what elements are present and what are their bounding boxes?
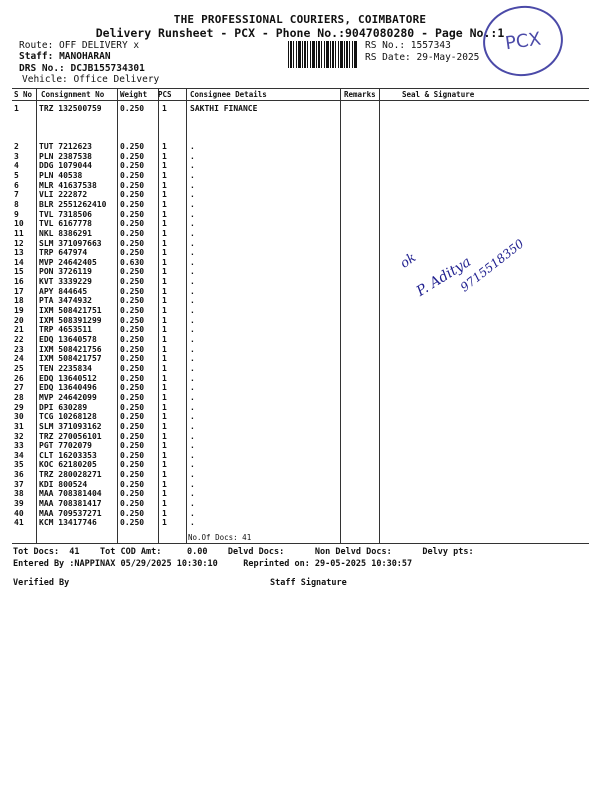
cell-weight: 0.250 <box>120 306 145 316</box>
table-row <box>12 190 589 200</box>
cell-consignee: . <box>190 421 195 431</box>
cell-sno: 34 <box>14 450 24 460</box>
table-row <box>12 499 589 509</box>
company-title: THE PROFESSIONAL COURIERS, COIMBATORE <box>173 13 427 26</box>
cell-pcs: 1 <box>162 421 167 431</box>
cell-pcs: 1 <box>162 373 167 383</box>
cell-consignee: . <box>190 306 195 316</box>
cell-consignment-no: MVP 24642099 <box>39 392 97 402</box>
cell-pcs: 1 <box>162 460 167 470</box>
cell-consignment-no: TRZ 270056101 <box>39 431 102 441</box>
cell-pcs: 1 <box>162 315 167 325</box>
table-row <box>12 277 589 287</box>
cell-sno: 21 <box>14 325 24 335</box>
cell-sno: 24 <box>14 354 24 364</box>
cell-consignment-no: TEN 2235834 <box>39 363 92 373</box>
cell-sno: 26 <box>14 373 24 383</box>
cell-consignment-no: IXM 508391299 <box>39 315 102 325</box>
cell-consignee: . <box>190 479 195 489</box>
staff-line <box>19 51 111 63</box>
cell-weight: 0.250 <box>120 508 145 518</box>
table-row <box>12 345 589 355</box>
table-row <box>12 412 589 422</box>
table-row <box>12 489 589 499</box>
handwritten-ok: ok <box>397 250 420 272</box>
cell-weight: 0.250 <box>120 431 145 441</box>
cell-sno: 29 <box>14 402 24 412</box>
table-row <box>12 432 589 442</box>
cell-weight: 0.250 <box>120 325 145 335</box>
cell-weight: 0.250 <box>120 354 145 364</box>
cell-pcs: 1 <box>162 257 167 267</box>
table-row <box>12 374 589 384</box>
table-row <box>12 460 589 470</box>
cell-consignee: . <box>190 441 195 451</box>
cell-consignment-no: KCM 13417746 <box>39 518 97 528</box>
pcx-stamp-text: PCX <box>503 28 543 54</box>
cell-consignment-no: TRZ 280028271 <box>39 470 102 480</box>
cell-consignee: . <box>190 248 195 258</box>
cell-weight: 0.250 <box>120 383 145 393</box>
cell-consignment-no: IXM 508421757 <box>39 354 102 364</box>
column-header-consignee: Consignee Details <box>190 90 267 99</box>
cell-weight: 0.250 <box>120 180 145 190</box>
table-row <box>12 306 589 316</box>
handwritten-name: P. Aditya <box>413 253 474 300</box>
table-row <box>12 287 589 297</box>
cell-consignee: . <box>190 315 195 325</box>
route-line: Route: OFF DELIVERY x <box>19 40 140 51</box>
cell-consignee: . <box>190 335 195 344</box>
cell-consignment-no: MLR 41637538 <box>39 180 97 190</box>
cell-weight: 0.250 <box>120 238 145 248</box>
cell-pcs: 1 <box>162 508 167 518</box>
cell-consignee: . <box>190 257 195 267</box>
cell-consignee: . <box>190 161 195 171</box>
cell-sno: 19 <box>14 306 24 316</box>
cell-consignee: . <box>190 489 195 499</box>
vehicle-line: Vehicle: Office Delivery <box>22 74 160 85</box>
table-row <box>12 161 589 171</box>
table-row <box>12 200 589 210</box>
table-row <box>12 383 589 393</box>
cell-weight: 0.250 <box>120 450 145 460</box>
cell-pcs: 1 <box>162 248 167 258</box>
cell-consignment-no: KOC 62180205 <box>39 460 97 470</box>
staff-label: Staff: <box>19 51 54 62</box>
cell-consignment-no: TCG 10268128 <box>39 412 97 422</box>
table-row <box>12 239 589 249</box>
cell-consignee: . <box>190 199 195 209</box>
staff-signature-label: Staff Signature <box>270 578 347 588</box>
cell-weight: 0.250 <box>120 209 145 219</box>
table-row <box>12 335 589 345</box>
table-row <box>12 480 589 490</box>
drs-number: DCJB155734301 <box>70 63 145 74</box>
table-row <box>12 104 589 114</box>
cell-consignment-no: IXM 508421751 <box>39 306 102 316</box>
totals-line: Tot Docs: 41 Tot COD Amt: 0.00 Delvd Docs: Non Delvd Docs: Delvy pts: <box>13 547 474 557</box>
cell-pcs: 1 <box>162 392 167 402</box>
cell-weight: 0.250 <box>120 248 145 258</box>
cell-sno: 28 <box>14 392 24 402</box>
cell-consignee: . <box>190 518 195 528</box>
table-row <box>12 142 589 152</box>
cell-consignment-no: KDI 800524 <box>39 479 88 489</box>
cell-pcs: 1 <box>162 431 167 441</box>
cell-consignment-no: BLR 2551262410 <box>39 199 107 209</box>
cell-consignee: . <box>190 209 195 219</box>
table-row <box>12 181 589 191</box>
cell-pcs: 1 <box>162 104 167 113</box>
cell-weight: 0.250 <box>120 170 145 180</box>
cell-pcs: 1 <box>162 238 167 248</box>
cell-consignment-no: SLM 371097663 <box>39 238 102 248</box>
table-row <box>12 229 589 239</box>
cell-pcs: 1 <box>162 209 167 219</box>
cell-consignee: . <box>190 190 195 200</box>
cell-weight: 0.250 <box>120 277 145 287</box>
cell-sno: 32 <box>14 431 24 441</box>
cell-consignment-no: PLN 40538 <box>39 170 83 180</box>
cell-consignment-no: CLT 16203353 <box>39 450 97 460</box>
cell-sno: 25 <box>14 363 24 373</box>
cell-pcs: 1 <box>162 489 167 499</box>
cell-pcs: 1 <box>162 170 167 180</box>
cell-consignment-no: TRP 4653511 <box>39 325 92 335</box>
cell-pcs: 1 <box>162 335 167 344</box>
cell-consignee: . <box>190 325 195 335</box>
cell-consignment-no: TRZ 132500759 <box>39 104 102 113</box>
cell-consignment-no: TVL 6167778 <box>39 219 92 229</box>
cell-pcs: 1 <box>162 190 167 200</box>
cell-consignee: . <box>190 180 195 190</box>
cell-pcs: 1 <box>162 470 167 480</box>
cell-consignee: . <box>190 383 195 393</box>
table-row <box>12 364 589 374</box>
handwritten-phone: 9715518350 <box>457 236 527 295</box>
cell-consignee: . <box>190 354 195 364</box>
cell-consignee: . <box>190 499 195 509</box>
table-row <box>12 470 589 480</box>
cell-sno: 33 <box>14 441 24 451</box>
drs-label: DRS No.: <box>19 63 65 74</box>
cell-pcs: 1 <box>162 277 167 287</box>
rs-date: RS Date: 29-May-2025 <box>365 52 480 63</box>
cell-consignment-no: PON 3726119 <box>39 267 92 277</box>
table-row <box>12 219 589 229</box>
cell-consignee: . <box>190 470 195 480</box>
cell-consignment-no: MVP 24642405 <box>39 257 97 267</box>
cell-consignee: . <box>190 267 195 277</box>
cell-pcs: 1 <box>162 161 167 171</box>
cell-sno: 30 <box>14 412 24 422</box>
cell-weight: 0.250 <box>120 499 145 509</box>
cell-weight: 0.250 <box>120 412 145 422</box>
column-header-remarks: Remarks <box>344 90 376 99</box>
cell-sno: 31 <box>14 421 24 431</box>
cell-sno: 11 <box>14 228 24 238</box>
cell-sno: 15 <box>14 267 24 277</box>
cell-weight: 0.250 <box>120 142 145 151</box>
cell-pcs: 1 <box>162 479 167 489</box>
cell-consignment-no: NKL 8386291 <box>39 228 92 238</box>
cell-pcs: 1 <box>162 267 167 277</box>
cell-sno: 8 <box>14 199 19 209</box>
cell-consignment-no: KVT 3339229 <box>39 277 92 287</box>
cell-weight: 0.250 <box>120 267 145 277</box>
cell-sno: 38 <box>14 489 24 499</box>
cell-sno: 16 <box>14 277 24 287</box>
cell-sno: 41 <box>14 518 24 528</box>
cell-consignee: . <box>190 508 195 518</box>
cell-consignment-no: EDQ 13640578 <box>39 335 97 344</box>
cell-consignee: . <box>190 296 195 306</box>
cell-weight: 0.250 <box>120 199 145 209</box>
cell-pcs: 1 <box>162 296 167 306</box>
table-row <box>12 509 589 519</box>
column-header-pcs: PCS <box>158 90 172 99</box>
cell-consignee: . <box>190 344 195 354</box>
cell-consignment-no: SLM 371093162 <box>39 421 102 431</box>
cell-weight: 0.250 <box>120 460 145 470</box>
cell-consignee: . <box>190 219 195 229</box>
cell-sno: 17 <box>14 286 24 296</box>
barcode <box>288 41 358 68</box>
cell-weight: 0.250 <box>120 161 145 171</box>
cell-sno: 40 <box>14 508 24 518</box>
cell-sno: 14 <box>14 257 24 267</box>
cell-pcs: 1 <box>162 199 167 209</box>
cell-consignee: . <box>190 460 195 470</box>
table-row <box>12 403 589 413</box>
cell-consignment-no: DDG 1079044 <box>39 161 92 171</box>
table-row <box>12 393 589 403</box>
table-row <box>12 296 589 306</box>
runsheet-subtitle: Delivery Runsheet - PCX - Phone No.:9047080280 - Page No.:1 <box>95 26 505 40</box>
cell-consignee: SAKTHI FINANCE <box>190 104 258 113</box>
cell-weight: 0.250 <box>120 421 145 431</box>
cell-weight: 0.250 <box>120 228 145 238</box>
header-separator <box>12 100 589 101</box>
cell-consignment-no: APY 844645 <box>39 286 88 296</box>
cell-consignment-no: MAA 708381404 <box>39 489 102 499</box>
cell-sno: 1 <box>14 104 19 113</box>
cell-sno: 27 <box>14 383 24 393</box>
cell-consignment-no: IXM 508421756 <box>39 344 102 354</box>
table-row <box>12 210 589 220</box>
cell-weight: 0.630 <box>120 257 145 267</box>
cell-consignee: . <box>190 431 195 441</box>
table-row <box>12 451 589 461</box>
cell-sno: 7 <box>14 190 19 200</box>
cell-weight: 0.250 <box>120 373 145 383</box>
cell-consignment-no: TVL 7318506 <box>39 209 92 219</box>
cell-pcs: 1 <box>162 306 167 316</box>
cell-consignee: . <box>190 170 195 180</box>
table-row <box>12 152 589 162</box>
cell-pcs: 1 <box>162 450 167 460</box>
cell-weight: 0.250 <box>120 363 145 373</box>
cell-weight: 0.250 <box>120 441 145 451</box>
cell-weight: 0.250 <box>120 402 145 412</box>
cell-weight: 0.250 <box>120 104 145 113</box>
cell-consignee: . <box>190 402 195 412</box>
cell-pcs: 1 <box>162 412 167 422</box>
cell-weight: 0.250 <box>120 315 145 325</box>
cell-weight: 0.250 <box>120 489 145 499</box>
no-of-docs: No.Of Docs: 41 <box>188 533 252 542</box>
cell-weight: 0.250 <box>120 518 145 528</box>
cell-consignment-no: PGT 7702079 <box>39 441 92 451</box>
cell-sno: 13 <box>14 248 24 258</box>
cell-sno: 9 <box>14 209 19 219</box>
cell-sno: 4 <box>14 161 19 171</box>
cell-weight: 0.250 <box>120 219 145 229</box>
cell-consignee: . <box>190 412 195 422</box>
table-row <box>12 354 589 364</box>
cell-sno: 18 <box>14 296 24 306</box>
cell-sno: 3 <box>14 151 19 161</box>
consignment-table <box>12 88 589 544</box>
rs-number: RS No.: 1557343 <box>365 40 451 51</box>
cell-consignment-no: PTA 3474932 <box>39 296 92 306</box>
cell-consignment-no: MAA 709537271 <box>39 508 102 518</box>
cell-consignee: . <box>190 151 195 161</box>
cell-sno: 36 <box>14 470 24 480</box>
staff-name: MANOHARAN <box>59 51 111 62</box>
cell-sno: 35 <box>14 460 24 470</box>
cell-sno: 10 <box>14 219 24 229</box>
entered-by-line: Entered By :NAPPINAX 05/29/2025 10:30:10 Reprinted on: 29-05-2025 10:30:57 <box>13 559 413 569</box>
cell-pcs: 1 <box>162 441 167 451</box>
table-row <box>12 441 589 451</box>
cell-consignment-no: TRP 647974 <box>39 248 88 258</box>
cell-weight: 0.250 <box>120 190 145 200</box>
cell-consignee: . <box>190 450 195 460</box>
cell-pcs: 1 <box>162 219 167 229</box>
cell-pcs: 1 <box>162 344 167 354</box>
cell-sno: 2 <box>14 142 19 151</box>
cell-sno: 20 <box>14 315 24 325</box>
cell-consignee: . <box>190 277 195 287</box>
cell-pcs: 1 <box>162 151 167 161</box>
cell-weight: 0.250 <box>120 286 145 296</box>
cell-sno: 39 <box>14 499 24 509</box>
table-row <box>12 325 589 335</box>
column-header-consignment: Consignment No <box>41 90 105 99</box>
cell-sno: 22 <box>14 335 24 344</box>
cell-pcs: 1 <box>162 363 167 373</box>
table-row <box>12 267 589 277</box>
cell-sno: 37 <box>14 479 24 489</box>
column-header-weight: Weight <box>120 90 148 99</box>
cell-consignee: . <box>190 286 195 296</box>
cell-consignee: . <box>190 363 195 373</box>
cell-consignee: . <box>190 228 195 238</box>
cell-weight: 0.250 <box>120 296 145 306</box>
cell-pcs: 1 <box>162 180 167 190</box>
cell-pcs: 1 <box>162 383 167 393</box>
table-row <box>12 316 589 326</box>
cell-weight: 0.250 <box>120 151 145 161</box>
table-row <box>12 518 589 528</box>
cell-sno: 23 <box>14 344 24 354</box>
cell-weight: 0.250 <box>120 335 145 344</box>
cell-sno: 12 <box>14 238 24 248</box>
cell-pcs: 1 <box>162 518 167 528</box>
cell-consignment-no: DPI 630289 <box>39 402 88 412</box>
cell-consignment-no: EDQ 13640512 <box>39 373 97 383</box>
cell-consignee: . <box>190 142 195 151</box>
table-row <box>12 422 589 432</box>
cell-consignment-no: MAA 708381417 <box>39 499 102 509</box>
cell-consignment-no: VLI 222872 <box>39 190 88 200</box>
column-header-seal-signature: Seal & Signature <box>402 90 475 99</box>
cell-weight: 0.250 <box>120 479 145 489</box>
cell-pcs: 1 <box>162 142 167 151</box>
verified-by-label: Verified By <box>13 578 70 588</box>
cell-consignment-no: EDQ 13640496 <box>39 383 97 393</box>
cell-pcs: 1 <box>162 325 167 335</box>
table-row <box>12 171 589 181</box>
cell-pcs: 1 <box>162 286 167 296</box>
cell-sno: 5 <box>14 170 19 180</box>
cell-consignment-no: PLN 2387538 <box>39 151 92 161</box>
cell-weight: 0.250 <box>120 470 145 480</box>
cell-sno: 6 <box>14 180 19 190</box>
cell-consignee: . <box>190 392 195 402</box>
cell-weight: 0.250 <box>120 344 145 354</box>
cell-consignee: . <box>190 238 195 248</box>
cell-pcs: 1 <box>162 354 167 364</box>
column-header-sno: S No <box>14 90 33 99</box>
cell-pcs: 1 <box>162 499 167 509</box>
cell-weight: 0.250 <box>120 392 145 402</box>
cell-pcs: 1 <box>162 402 167 412</box>
cell-consignment-no: TUT 7212623 <box>39 142 92 151</box>
cell-consignee: . <box>190 373 195 383</box>
cell-pcs: 1 <box>162 228 167 238</box>
